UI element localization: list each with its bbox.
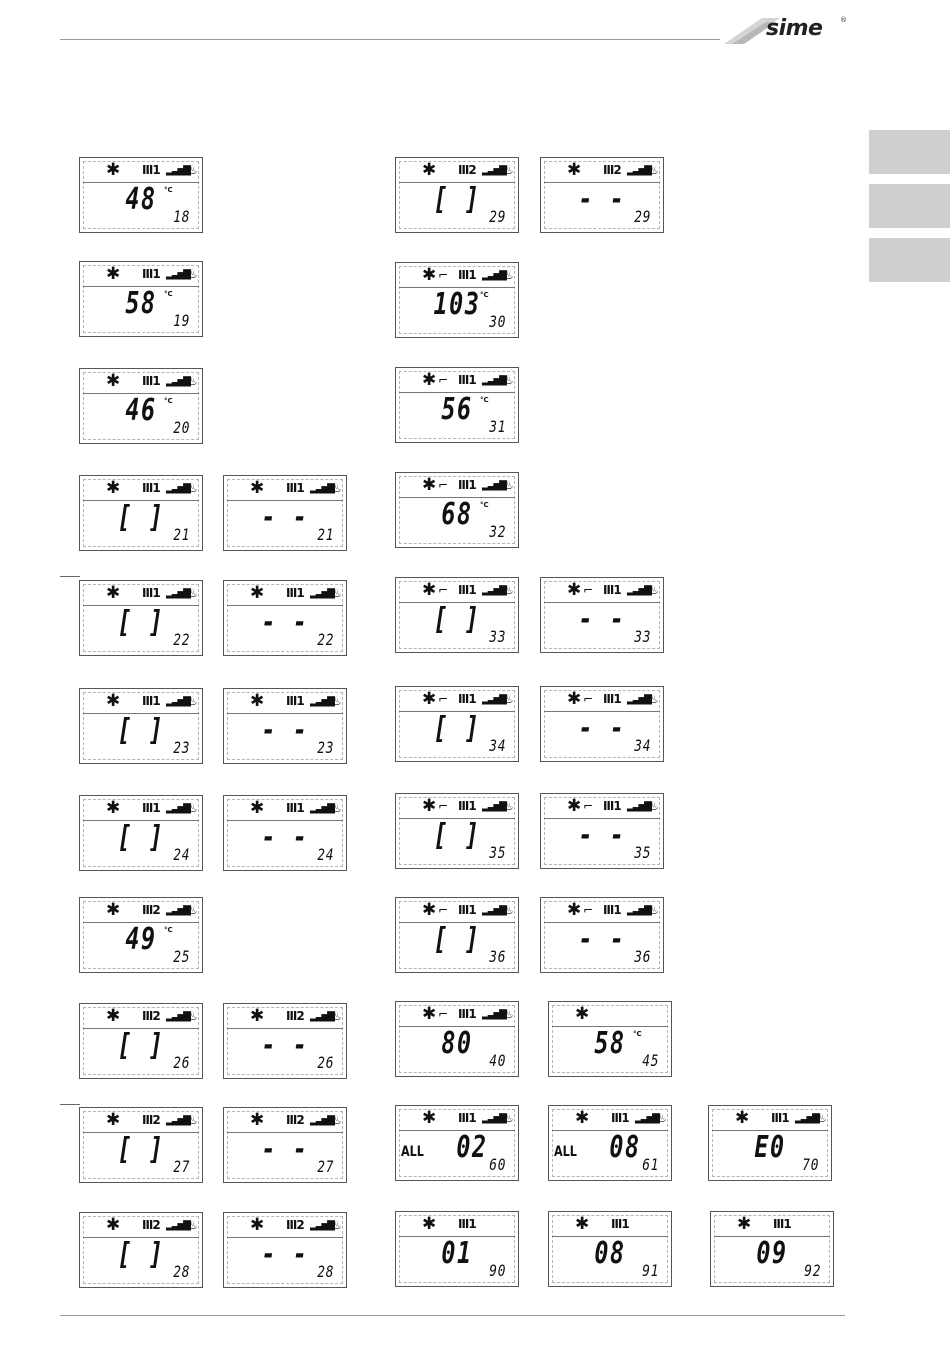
snowflake-icon: ✱ (422, 160, 437, 180)
lcd-main-value: - - (261, 1132, 309, 1167)
lcd-code: 20 (172, 418, 190, 437)
lcd-display-36 (540, 897, 664, 973)
flame-icon: ♨ (503, 373, 514, 387)
lcd-main-value: [ ] (117, 500, 165, 535)
flame-icon: ♨ (648, 583, 659, 597)
radiator-icon: Ⅲ1 (458, 373, 476, 387)
lcd-display-33 (540, 577, 664, 653)
lcd-display-28 (223, 1212, 347, 1288)
lcd-main-value: [ ] (117, 820, 165, 855)
tap-icon: ⌐ (438, 1007, 449, 1021)
flame-icon: ♨ (187, 374, 198, 388)
lcd-main-value: - - (261, 713, 309, 748)
lcd-display-34 (395, 686, 519, 762)
lcd-main-value: 56 (441, 392, 473, 427)
lcd-code: 33 (488, 627, 506, 646)
lcd-display-45 (548, 1001, 672, 1077)
lcd-code: 36 (633, 947, 651, 966)
flame-icon: ♨ (187, 586, 198, 600)
signal-icon: ▂▃▅▇ (310, 1011, 333, 1022)
lcd-code: 27 (316, 1157, 334, 1176)
flame-icon: ♨ (503, 1111, 514, 1125)
signal-icon: ▂▃▅▇ (482, 375, 505, 386)
header-rule (60, 39, 720, 40)
radiator-icon: Ⅲ2 (142, 1218, 160, 1232)
signal-icon: ▂▃▅▇ (627, 165, 650, 176)
lcd-code: 70 (801, 1155, 819, 1174)
lcd-display-90 (395, 1211, 519, 1287)
signal-icon: ▂▃▅▇ (482, 270, 505, 281)
lcd-display-26 (79, 1003, 203, 1079)
radiator-icon: Ⅲ1 (603, 583, 621, 597)
signal-icon: ▂▃▅▇ (310, 696, 333, 707)
lcd-unit: °C (633, 1030, 642, 1038)
lcd-code: 24 (316, 845, 334, 864)
lcd-main-value: [ ] (433, 711, 481, 746)
lcd-prefix: ALL (401, 1144, 424, 1160)
snowflake-icon: ✱ (567, 796, 582, 816)
lcd-code: 30 (488, 312, 506, 331)
flame-icon: ♨ (503, 163, 514, 177)
snowflake-icon: ✱ (575, 1108, 590, 1128)
lcd-code: 18 (172, 207, 190, 226)
lcd-main-value: - - (578, 711, 626, 746)
lcd-display-19 (79, 261, 203, 337)
lcd-code: 45 (641, 1051, 659, 1070)
snowflake-icon: ✱ (422, 580, 437, 600)
logo-wordmark: sime (766, 16, 823, 41)
lcd-main-value: 46 (125, 393, 157, 428)
radiator-icon: Ⅲ1 (142, 267, 160, 281)
flame-icon: ♨ (187, 1218, 198, 1232)
radiator-icon: Ⅲ1 (286, 801, 304, 815)
lcd-main-value: E0 (754, 1130, 786, 1165)
snowflake-icon: ✱ (106, 371, 121, 391)
radiator-icon: Ⅲ1 (458, 692, 476, 706)
tap-icon: ⌐ (583, 692, 594, 706)
lcd-main-value: - - (261, 820, 309, 855)
lcd-code: 21 (316, 525, 334, 544)
signal-icon: ▂▃▅▇ (166, 803, 189, 814)
radiator-icon: Ⅲ1 (142, 694, 160, 708)
lcd-main-value: - - (578, 182, 626, 217)
lcd-main-value: 09 (756, 1236, 788, 1271)
radiator-icon: Ⅲ1 (603, 692, 621, 706)
snowflake-icon: ✱ (422, 370, 437, 390)
lcd-main-value: 02 (456, 1130, 488, 1165)
lcd-display-29 (395, 157, 519, 233)
lcd-unit: °C (164, 290, 173, 298)
lcd-main-value: [ ] (117, 1237, 165, 1272)
signal-icon: ▂▃▅▇ (627, 905, 650, 916)
lcd-display-35 (540, 793, 664, 869)
flame-icon: ♨ (331, 586, 342, 600)
lcd-display-31 (395, 367, 519, 443)
snowflake-icon: ✱ (575, 1214, 590, 1234)
lcd-display-24 (79, 795, 203, 871)
lcd-display-27 (223, 1107, 347, 1183)
lcd-display-21 (79, 475, 203, 551)
lcd-main-value: - - (578, 922, 626, 957)
flame-icon: ♨ (187, 801, 198, 815)
signal-icon: ▂▃▅▇ (310, 588, 333, 599)
lcd-code: 92 (803, 1261, 821, 1280)
lcd-display-29 (540, 157, 664, 233)
signal-icon: ▂▃▅▇ (795, 1113, 818, 1124)
radiator-icon: Ⅲ1 (603, 903, 621, 917)
lcd-display-40 (395, 1001, 519, 1077)
signal-icon: ▂▃▅▇ (482, 585, 505, 596)
lcd-main-value: [ ] (433, 922, 481, 957)
lcd-display-30 (395, 262, 519, 338)
lcd-code: 23 (172, 738, 190, 757)
signal-icon: ▂▃▅▇ (482, 801, 505, 812)
radiator-icon: Ⅲ2 (286, 1218, 304, 1232)
snowflake-icon: ✱ (422, 265, 437, 285)
signal-icon: ▂▃▅▇ (166, 588, 189, 599)
radiator-icon: Ⅲ2 (458, 163, 476, 177)
signal-icon: ▂▃▅▇ (627, 694, 650, 705)
snowflake-icon: ✱ (250, 478, 265, 498)
lcd-unit: °C (480, 396, 489, 404)
signal-icon: ▂▃▅▇ (482, 1009, 505, 1020)
snowflake-icon: ✱ (575, 1004, 590, 1024)
tap-icon: ⌐ (438, 583, 449, 597)
lcd-main-value: 48 (125, 182, 157, 217)
side-tab-3[interactable] (869, 238, 950, 282)
flame-icon: ♨ (648, 692, 659, 706)
lcd-main-value: 58 (594, 1026, 626, 1061)
lcd-code: 34 (488, 736, 506, 755)
flame-icon: ♨ (648, 903, 659, 917)
lcd-prefix: ALL (554, 1144, 577, 1160)
lcd-code: 32 (488, 522, 506, 541)
snowflake-icon: ✱ (250, 583, 265, 603)
snowflake-icon: ✱ (422, 475, 437, 495)
flame-icon: ♨ (648, 799, 659, 813)
snowflake-icon: ✱ (106, 264, 121, 284)
lcd-main-value: - - (578, 818, 626, 853)
signal-icon: ▂▃▅▇ (627, 801, 650, 812)
lcd-main-value: 08 (594, 1236, 626, 1271)
radiator-icon: Ⅲ1 (142, 163, 160, 177)
radiator-icon: Ⅲ1 (458, 583, 476, 597)
signal-icon: ▂▃▅▇ (310, 803, 333, 814)
lcd-display-23 (223, 688, 347, 764)
snowflake-icon: ✱ (106, 900, 121, 920)
snowflake-icon: ✱ (106, 1215, 121, 1235)
lcd-display-18 (79, 157, 203, 233)
radiator-icon: Ⅲ1 (286, 694, 304, 708)
lcd-display-35 (395, 793, 519, 869)
lcd-code: 26 (172, 1053, 190, 1072)
snowflake-icon: ✱ (422, 900, 437, 920)
lcd-main-value: [ ] (117, 1028, 165, 1063)
radiator-icon: Ⅲ1 (458, 903, 476, 917)
snowflake-icon: ✱ (250, 1215, 265, 1235)
radiator-icon: Ⅲ1 (286, 586, 304, 600)
snowflake-icon: ✱ (106, 691, 121, 711)
lcd-display-24 (223, 795, 347, 871)
snowflake-icon: ✱ (567, 900, 582, 920)
signal-icon: ▂▃▅▇ (166, 1220, 189, 1231)
lcd-main-value: 103 (433, 287, 481, 322)
lcd-main-value: - - (261, 500, 309, 535)
lcd-display-25 (79, 897, 203, 973)
flame-icon: ♨ (331, 481, 342, 495)
radiator-icon: Ⅲ1 (142, 374, 160, 388)
lcd-display-22 (223, 580, 347, 656)
snowflake-icon: ✱ (567, 160, 582, 180)
lcd-code: 27 (172, 1157, 190, 1176)
lcd-main-value: [ ] (433, 818, 481, 853)
snowflake-icon: ✱ (106, 798, 121, 818)
flame-icon: ♨ (187, 1009, 198, 1023)
radiator-icon: Ⅲ1 (142, 801, 160, 815)
lcd-display-70 (708, 1105, 832, 1181)
lcd-main-value: 58 (125, 286, 157, 321)
lcd-display-26 (223, 1003, 347, 1079)
lcd-unit: °C (164, 397, 173, 405)
snowflake-icon: ✱ (250, 1110, 265, 1130)
lcd-code: 61 (641, 1155, 659, 1174)
signal-icon: ▂▃▅▇ (482, 480, 505, 491)
signal-icon: ▂▃▅▇ (166, 1115, 189, 1126)
lcd-code: 25 (172, 947, 190, 966)
lcd-main-value: 08 (609, 1130, 641, 1165)
tap-icon: ⌐ (438, 903, 449, 917)
lcd-display-60 (395, 1105, 519, 1181)
lcd-display-22 (79, 580, 203, 656)
snowflake-icon: ✱ (422, 1004, 437, 1024)
snowflake-icon: ✱ (106, 583, 121, 603)
flame-icon: ♨ (187, 267, 198, 281)
margin-mark (60, 576, 80, 577)
flame-icon: ♨ (187, 163, 198, 177)
lcd-display-92 (710, 1211, 834, 1287)
snowflake-icon: ✱ (422, 1214, 437, 1234)
tap-icon: ⌐ (583, 799, 594, 813)
signal-icon: ▂▃▅▇ (635, 1113, 658, 1124)
radiator-icon: Ⅲ2 (142, 1113, 160, 1127)
lcd-main-value: - - (261, 1028, 309, 1063)
flame-icon: ♨ (331, 1113, 342, 1127)
lcd-code: 90 (488, 1261, 506, 1280)
sime-logo (722, 8, 852, 48)
lcd-code: 91 (641, 1261, 659, 1280)
lcd-code: 29 (633, 207, 651, 226)
signal-icon: ▂▃▅▇ (482, 694, 505, 705)
lcd-main-value: 01 (441, 1236, 473, 1271)
lcd-display-27 (79, 1107, 203, 1183)
lcd-code: 31 (488, 417, 506, 436)
snowflake-icon: ✱ (567, 580, 582, 600)
logo-trademark: ® (840, 16, 847, 24)
footer-rule (60, 1315, 845, 1316)
signal-icon: ▂▃▅▇ (166, 483, 189, 494)
lcd-code: 21 (172, 525, 190, 544)
lcd-main-value: [ ] (117, 1132, 165, 1167)
signal-icon: ▂▃▅▇ (482, 165, 505, 176)
lcd-main-value: - - (261, 1237, 309, 1272)
lcd-main-value: [ ] (117, 713, 165, 748)
flame-icon: ♨ (503, 799, 514, 813)
radiator-icon: Ⅲ1 (286, 481, 304, 495)
flame-icon: ♨ (816, 1111, 827, 1125)
signal-icon: ▂▃▅▇ (310, 483, 333, 494)
lcd-main-value: - - (578, 602, 626, 637)
lcd-code: 40 (488, 1051, 506, 1070)
radiator-icon: Ⅲ1 (611, 1111, 629, 1125)
tap-icon: ⌐ (583, 903, 594, 917)
snowflake-icon: ✱ (567, 689, 582, 709)
lcd-code: 35 (488, 843, 506, 862)
lcd-code: 35 (633, 843, 651, 862)
lcd-main-value: [ ] (433, 602, 481, 637)
flame-icon: ♨ (331, 1009, 342, 1023)
snowflake-icon: ✱ (737, 1214, 752, 1234)
tap-icon: ⌐ (438, 692, 449, 706)
lcd-code: 19 (172, 311, 190, 330)
lcd-unit: °C (164, 926, 173, 934)
signal-icon: ▂▃▅▇ (166, 165, 189, 176)
flame-icon: ♨ (187, 481, 198, 495)
side-tab-2[interactable] (869, 184, 950, 228)
lcd-code: 34 (633, 736, 651, 755)
lcd-code: 33 (633, 627, 651, 646)
lcd-main-value: - - (261, 605, 309, 640)
signal-icon: ▂▃▅▇ (482, 1113, 505, 1124)
tap-icon: ⌐ (438, 268, 449, 282)
lcd-unit: °C (480, 291, 489, 299)
flame-icon: ♨ (648, 163, 659, 177)
lcd-display-28 (79, 1212, 203, 1288)
radiator-icon: Ⅲ1 (458, 1111, 476, 1125)
lcd-code: 26 (316, 1053, 334, 1072)
signal-icon: ▂▃▅▇ (482, 905, 505, 916)
flame-icon: ♨ (503, 1007, 514, 1021)
tap-icon: ⌐ (438, 799, 449, 813)
lcd-display-20 (79, 368, 203, 444)
lcd-main-value: [ ] (433, 182, 481, 217)
lcd-main-value: 49 (125, 922, 157, 957)
snowflake-icon: ✱ (106, 160, 121, 180)
snowflake-icon: ✱ (250, 798, 265, 818)
lcd-display-23 (79, 688, 203, 764)
lcd-main-value: [ ] (117, 605, 165, 640)
lcd-display-34 (540, 686, 664, 762)
lcd-display-91 (548, 1211, 672, 1287)
radiator-icon: Ⅲ1 (611, 1217, 629, 1231)
radiator-icon: Ⅲ2 (142, 1009, 160, 1023)
flame-icon: ♨ (187, 903, 198, 917)
radiator-icon: Ⅲ1 (142, 481, 160, 495)
lcd-unit: °C (480, 501, 489, 509)
radiator-icon: Ⅲ2 (603, 163, 621, 177)
side-tab-1[interactable] (869, 130, 950, 174)
lcd-code: 24 (172, 845, 190, 864)
lcd-code: 36 (488, 947, 506, 966)
radiator-icon: Ⅲ1 (458, 268, 476, 282)
signal-icon: ▂▃▅▇ (166, 905, 189, 916)
lcd-display-33 (395, 577, 519, 653)
lcd-main-value: 68 (441, 497, 473, 532)
radiator-icon: Ⅲ2 (142, 903, 160, 917)
flame-icon: ♨ (503, 268, 514, 282)
lcd-main-value: 80 (441, 1026, 473, 1061)
flame-icon: ♨ (503, 478, 514, 492)
tap-icon: ⌐ (583, 583, 594, 597)
signal-icon: ▂▃▅▇ (627, 585, 650, 596)
lcd-code: 22 (172, 630, 190, 649)
snowflake-icon: ✱ (106, 478, 121, 498)
flame-icon: ♨ (331, 801, 342, 815)
lcd-unit: °C (164, 186, 173, 194)
radiator-icon: Ⅲ1 (142, 586, 160, 600)
flame-icon: ♨ (331, 1218, 342, 1232)
radiator-icon: Ⅲ1 (458, 478, 476, 492)
flame-icon: ♨ (503, 692, 514, 706)
flame-icon: ♨ (187, 694, 198, 708)
flame-icon: ♨ (331, 694, 342, 708)
signal-icon: ▂▃▅▇ (166, 269, 189, 280)
signal-icon: ▂▃▅▇ (310, 1115, 333, 1126)
radiator-icon: Ⅲ2 (286, 1113, 304, 1127)
radiator-icon: Ⅲ1 (771, 1111, 789, 1125)
snowflake-icon: ✱ (735, 1108, 750, 1128)
radiator-icon: Ⅲ1 (773, 1217, 791, 1231)
snowflake-icon: ✱ (250, 691, 265, 711)
lcd-code: 22 (316, 630, 334, 649)
lcd-display-36 (395, 897, 519, 973)
tap-icon: ⌐ (438, 478, 449, 492)
snowflake-icon: ✱ (106, 1110, 121, 1130)
signal-icon: ▂▃▅▇ (166, 696, 189, 707)
flame-icon: ♨ (656, 1111, 667, 1125)
lcd-code: 28 (172, 1262, 190, 1281)
margin-mark (60, 1104, 80, 1105)
radiator-icon: Ⅲ2 (286, 1009, 304, 1023)
lcd-display-32 (395, 472, 519, 548)
radiator-icon: Ⅲ1 (458, 1217, 476, 1231)
flame-icon: ♨ (503, 583, 514, 597)
lcd-code: 29 (488, 207, 506, 226)
snowflake-icon: ✱ (422, 689, 437, 709)
flame-icon: ♨ (187, 1113, 198, 1127)
flame-icon: ♨ (503, 903, 514, 917)
tap-icon: ⌐ (438, 373, 449, 387)
snowflake-icon: ✱ (422, 1108, 437, 1128)
radiator-icon: Ⅲ1 (458, 1007, 476, 1021)
radiator-icon: Ⅲ1 (603, 799, 621, 813)
signal-icon: ▂▃▅▇ (166, 1011, 189, 1022)
snowflake-icon: ✱ (250, 1006, 265, 1026)
lcd-code: 28 (316, 1262, 334, 1281)
radiator-icon: Ⅲ1 (458, 799, 476, 813)
snowflake-icon: ✱ (422, 796, 437, 816)
signal-icon: ▂▃▅▇ (166, 376, 189, 387)
snowflake-icon: ✱ (106, 1006, 121, 1026)
lcd-code: 60 (488, 1155, 506, 1174)
signal-icon: ▂▃▅▇ (310, 1220, 333, 1231)
lcd-code: 23 (316, 738, 334, 757)
lcd-display-21 (223, 475, 347, 551)
lcd-display-61 (548, 1105, 672, 1181)
